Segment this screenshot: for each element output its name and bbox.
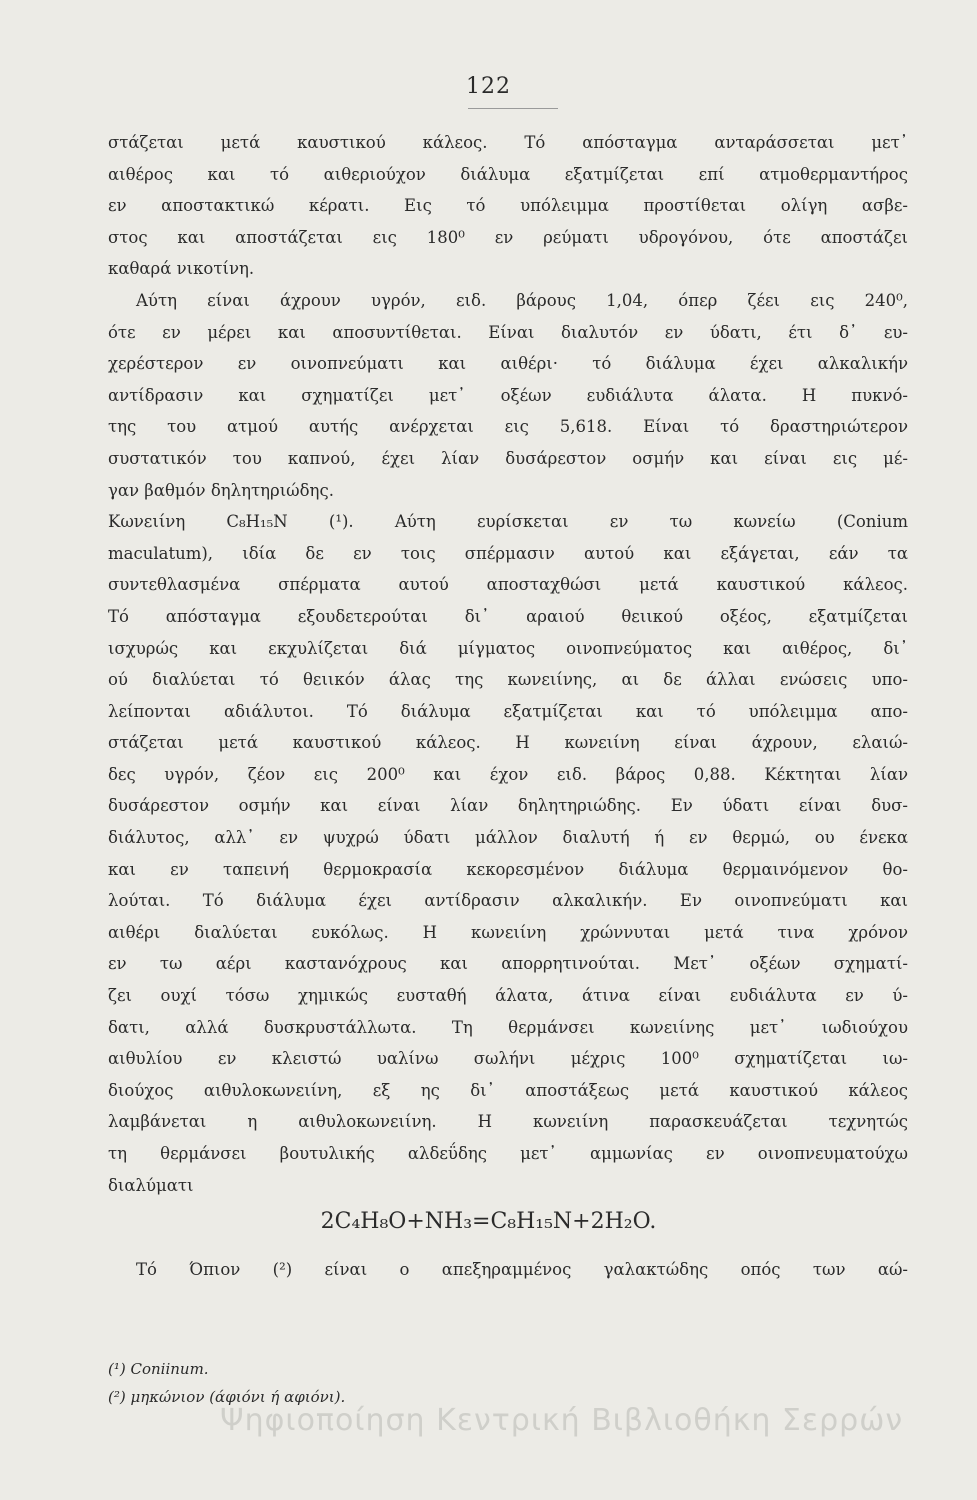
text-line: Αύτη είναι άχρουν υγρόν, ειδ. βάρους 1,04, όπερ ζέει εις 240⁰, bbox=[136, 290, 908, 310]
chemical-equation: 2C₄H₈O+NH₃=C₈H₁₅N+2H₂O. bbox=[320, 1209, 657, 1234]
text-line: διάλυτος, αλλ᾽ εν ψυχρώ ύδατι μάλλον διαλυτή ή εν θερμώ, ου ένεκα bbox=[108, 828, 908, 848]
text-line: στάζεται μετά καυστικού κάλεος. Η κωνειίνη είναι άχρουν, ελαιώ- bbox=[108, 733, 908, 753]
final-paragraph bbox=[108, 1254, 908, 1286]
text-line: Τό Όπιον (²) είναι ο απεξηραμμένος γαλακτώδης οπός των αώ- bbox=[136, 1260, 908, 1279]
text-line: ισχυρώς και εκχυλίζεται διά μίγματος οινοπνεύματος και αιθέρος, δι᾽ bbox=[108, 638, 908, 658]
text-line: εν τω αέρι καστανόχρους και απορρητινούται. Μετ᾽ οξέων σχηματί- bbox=[108, 954, 908, 974]
text-line: στος και αποστάζεται εις 180⁰ εν ρεύματι υδρογόνου, ότε αποστάζει bbox=[108, 227, 908, 247]
body-text bbox=[108, 127, 908, 1201]
text-line: maculatum), ιδία δε εν τοις σπέρμασιν αυτού και εξάγεται, εάν τα bbox=[108, 543, 908, 563]
footnote: (¹) Coniinum. bbox=[108, 1360, 209, 1378]
text-line: χερέστερον εν οινοπνεύματι και αιθέρι· τό διάλυμα έχει αλκαλικήν bbox=[108, 354, 908, 374]
text-line: λαμβάνεται η αιθυλοκωνειίνη. Η κωνειίνη παρασκευάζεται τεχνητώς bbox=[108, 1112, 908, 1132]
footnote: (²) μηκώνιον (άφιόνι ή αφιόνι). bbox=[108, 1388, 346, 1406]
text-line: και εν ταπεινή θερμοκρασία κεκορεσμένον διάλυμα θερμαινόμενον θο- bbox=[108, 859, 908, 879]
text-line: διαλύματι bbox=[108, 1175, 194, 1195]
text-line: αιθυλίου εν κλειστώ υαλίνω σωλήνι μέχρις 100⁰ σχηματίζεται ιω- bbox=[108, 1049, 908, 1069]
text-line: Τό απόσταγμα εξουδετερούται δι᾽ αραιού θειικού οξέος, εξατμίζεται bbox=[108, 606, 908, 626]
text-line: συντεθλασμένα σπέρματα αυτού αποσταχθώσι μετά καυστικού κάλεος. bbox=[108, 575, 908, 595]
text-line: αντίδρασιν και σχηματίζει μετ᾽ οξέων ευδιάλυτα άλατα. Η πυκνό- bbox=[108, 385, 908, 405]
text-line: αιθέρος και τό αιθεριούχον διάλυμα εξατμίζεται επί ατμοθερμαντήρος bbox=[108, 164, 908, 184]
header-rule bbox=[468, 108, 558, 109]
text-line: λείπονται αδιάλυτοι. Τό διάλυμα εξατμίζεται και τό υπόλειμμα απο- bbox=[108, 701, 908, 721]
text-line: γαν βαθμόν δηλητηριώδης. bbox=[108, 480, 334, 500]
text-line: δες υγρόν, ζέον εις 200⁰ και έχον ειδ. βάρος 0,88. Κέκτηται λίαν bbox=[108, 764, 908, 784]
text-line: ού διαλύεται τό θειικόν άλας της κωνειίνης, αι δε άλλαι ενώσεις υπο- bbox=[108, 670, 908, 690]
text-line: δυσάρεστον οσμήν και είναι λίαν δηλητηριώδης. Εν ύδατι είναι δυσ- bbox=[108, 796, 908, 816]
text-line: καθαρά νικοτίνη. bbox=[108, 259, 255, 279]
text-line: συστατικόν του καπνού, έχει λίαν δυσάρεστον οσμήν και είναι εις μέ- bbox=[108, 448, 908, 468]
text-line: ζει ουχί τόσω χημικώς ευσταθή άλατα, άτινα είναι ευδιάλυτα εν ύ- bbox=[108, 986, 908, 1006]
text-line: δατι, αλλά δυσκρυστάλλωτα. Τη θερμάνσει κωνειίνης μετ᾽ ιωδιούχου bbox=[108, 1017, 908, 1037]
text-line: Κωνειίνη C₈H₁₅N (¹). Αύτη ευρίσκεται εν τω κωνείω (Conium bbox=[108, 512, 908, 532]
text-line: εν αποστακτικώ κέρατι. Εις τό υπόλειμμα προστίθεται ολίγη ασβε- bbox=[108, 196, 908, 216]
text-line: διούχος αιθυλοκωνειίνη, εξ ης δι᾽ αποστάξεως μετά καυστικού κάλεος bbox=[108, 1080, 908, 1100]
text-line: αιθέρι διαλύεται ευκόλως. Η κωνειίνη χρώννυται μετά τινα χρόνον bbox=[108, 922, 908, 942]
text-line: της του ατμού αυτής ανέρχεται εις 5,618. Είναι τό δραστηριώτερον bbox=[108, 417, 908, 437]
text-line: τη θερμάνσει βουτυλικής αλδεΰδης μετ᾽ αμμωνίας εν οινοπνευματούχω bbox=[108, 1144, 908, 1163]
text-line: ότε εν μέρει και αποσυντίθεται. Είναι διαλυτόν εν ύδατι, έτι δ᾽ ευ- bbox=[108, 322, 908, 342]
text-line: στάζεται μετά καυστικού κάλεος. Τό απόσταγμα ανταράσσεται μετ᾽ bbox=[108, 133, 908, 152]
text-line: λούται. Τό διάλυμα έχει αντίδρασιν αλκαλικήν. Εν οινοπνεύματι και bbox=[108, 891, 908, 911]
library-watermark: Ψηφιοποίηση Κεντρική Βιβλιοθήκη Σερρών bbox=[220, 1403, 904, 1438]
page-number: 122 bbox=[466, 74, 511, 99]
